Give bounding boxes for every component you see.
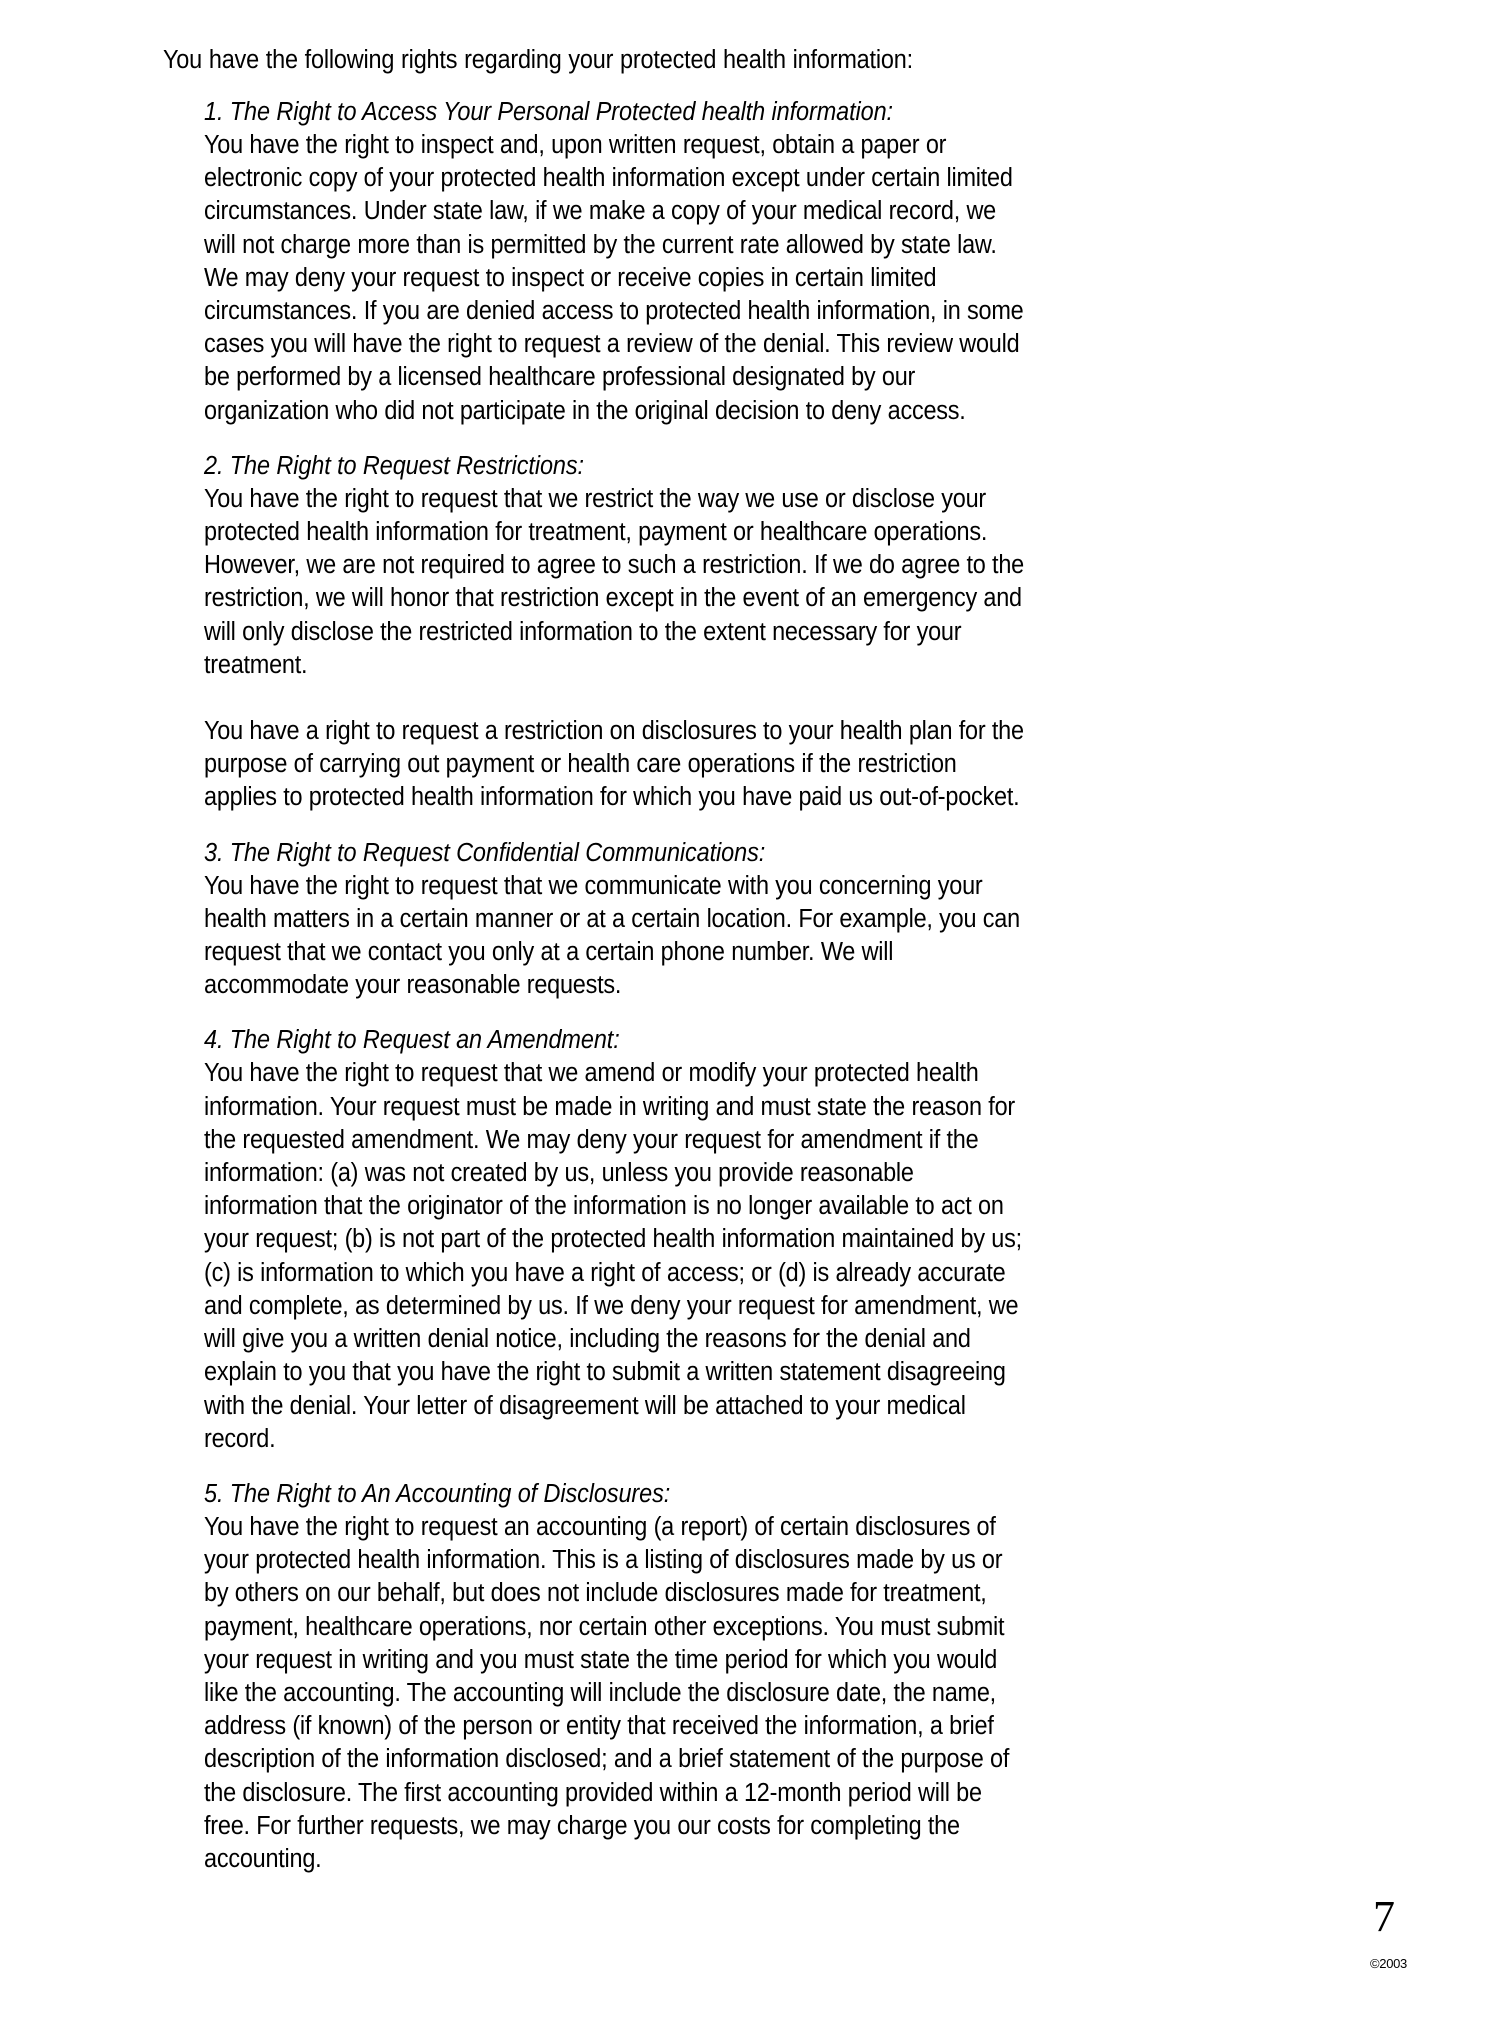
section-paragraph-1-1: You have the right to inspect and, upon written request, obtain a paper or electronic copy of your protected health information except under certain limited circumstances. Under state law, if we make a copy of your medical record, we will not charge more than is permitted by the current rate allowed by state law. We may deny your request to inspect or receive copies in certain limited circumstances. If you are denied access to protected health information, in some cases you will have the right to request a review of the denial. This review would be performed by a licensed healthcare professional designated by our organization who did not participate in the original decision to deny access. <box>204 131 1024 425</box>
page-number: 7 <box>1373 1892 1395 1941</box>
section-paragraph-3-1: You have the right to request that we communicate with you concerning your health matters in a certain manner or at a certain location. For example, you can request that we contact you only at a certain phone number. We will accommodate your reasonable requests. <box>204 871 1020 1000</box>
section-heading-3: 3. The Right to Request Confidential Communications: <box>204 838 766 867</box>
section-paragraph-2-2: You have a right to request a restriction on disclosures to your health plan for the purpose of carrying out payment or health care operations if the restriction applies to protected health information for which you have paid us out-of-pocket. <box>204 717 1024 812</box>
rights-section <box>204 1478 1124 1876</box>
copyright-notice <box>1370 1957 1407 1971</box>
section-heading-4: 4. The Right to Request an Amendment: <box>204 1026 620 1055</box>
section-paragraph-2-1: You have the right to request that we restrict the way we use or disclose your protected health information for treatment, payment or healthcare operations. However, we are not required to agree to such a restriction. If we do agree to the restriction, we will honor that restriction except in the event of an emergency and will only disclose the restricted information to the extent necessary for your treatment. <box>204 484 1024 679</box>
section-paragraph-4-1: You have the right to request that we amend or modify your protected health information. Your request must be made in writing and must state the reason for the requested amendment. We may deny your request for amendment if the information: (a) was not created by us, unless you provide reasonable information that the originator of the information is no longer available to act on your request; (b) is not part of the protected health information maintained by us; (c) is information to which you have a right of access; or (d) is already accurate and complete, as determined by us. If we deny your request for amendment, we will give you a written denial notice, including the reasons for the denial and explain to you that you have the right to submit a written statement disagreeing with the denial. Your letter of disagreement will be attached to your medical record. <box>204 1059 1022 1453</box>
section-heading-2: 2. The Right to Request Restrictions: <box>204 451 584 480</box>
copyright-icon: © <box>1369 1956 1380 1971</box>
rights-sections-list <box>204 96 1124 1898</box>
section-heading-1: 1. The Right to Access Your Personal Protected health information: <box>204 98 893 126</box>
intro-paragraph: You have the following rights regarding your protected health information: <box>163 46 913 74</box>
rights-section <box>204 450 1124 815</box>
section-paragraph-5-1: You have the right to request an accounting (a report) of certain disclosures of your protected health information. This is a listing of disclosures made by us or by others on our behalf, but does not include disclosures made for treatment, payment, healthcare operations, nor certain other exceptions. You must submit your request in writing and you must state the time period for which you would like the accounting. The accounting will include the disclosure date, the name, address (if known) of the person or entity that received the information, a brief description of the information disclosed; and a brief statement of the purpose of the disclosure. The first accounting provided within a 12-month period will be free. For further requests, we may charge you our costs for completing the accounting. <box>204 1512 1010 1873</box>
rights-section <box>204 837 1124 1003</box>
section-heading-5: 5. The Right to An Accounting of Disclosures: <box>204 1479 671 1508</box>
copyright-year: 2003 <box>1379 1956 1407 1971</box>
rights-section <box>204 1024 1124 1455</box>
rights-section <box>204 96 1124 428</box>
